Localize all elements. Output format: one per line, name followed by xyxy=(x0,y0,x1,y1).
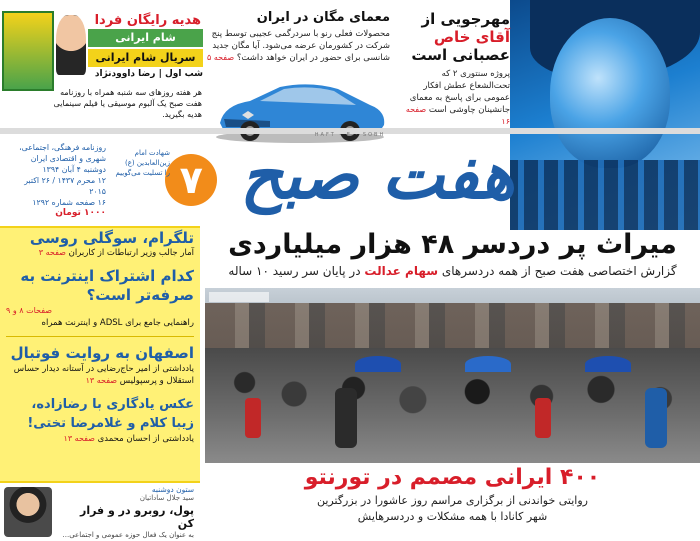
logo-number-badge: ۷ xyxy=(165,154,217,206)
story-telegram[interactable] xyxy=(0,226,200,263)
cd-cover-image xyxy=(2,11,54,91)
story-football[interactable] xyxy=(0,340,200,391)
info-line1: روزنامه فرهنگی، اجتماعی، xyxy=(19,143,106,152)
story-internet[interactable] xyxy=(0,263,200,333)
story-internet-title2: صرفه‌تر است؟ xyxy=(86,286,194,304)
price-label: ۱۰۰۰ تومان xyxy=(55,208,106,218)
logo-text: هفت صبح xyxy=(240,137,515,214)
story-telegram-title: تلگرام، سوگلی روسی xyxy=(29,229,194,247)
hero-teaser[interactable] xyxy=(400,10,510,130)
story-photo-ref: صفحه ۱۳ xyxy=(63,434,95,443)
condolence-line2: زین‌العابدین (ع) xyxy=(124,159,170,167)
hero-body-text: پروژه سنتوری ۲ که تحت‌الشعاع عطش افکار عمومی برای پاسخ به معمای جانشینان چاوشی است xyxy=(409,69,510,115)
story-internet-body: راهنمایی جامع برای ADSL و اینترنت همراه xyxy=(41,318,194,328)
main-story[interactable] xyxy=(205,228,700,280)
story-photo-text: یادداشتی از احسان محمدی xyxy=(97,434,194,444)
story-photo-title1: عکس یادگاری با رضازاده، xyxy=(31,397,194,412)
story-photo-body xyxy=(6,433,194,445)
info-line5: ۱۶ صفحه شماره ۱۲۹۲ xyxy=(32,198,106,207)
masthead-info xyxy=(6,142,106,219)
main-sub-after: در پایان سر رسید ۱۰ ساله xyxy=(228,264,361,278)
umbrella-shape xyxy=(585,356,631,372)
story-telegram-text: آمار جالب وزیر ارتباطات از کاربران xyxy=(68,248,194,258)
toronto-body-line2: شهر کانادا با همه مشکلات و دردسرهایش xyxy=(357,510,548,523)
column-excerpt: به عنوان یک فعال حوزه عمومی و اجتماعی... xyxy=(62,531,194,539)
info-line4: ۱۲ محرم ۱۴۳۷ / ۲۶ اکتبر ۲۰۱۵ xyxy=(24,176,106,196)
story-telegram-ref: صفحه ۳ xyxy=(38,248,66,257)
person-shape xyxy=(535,398,551,438)
car-story-title: معمای مگان در ایران xyxy=(256,10,390,25)
monday-column[interactable] xyxy=(0,481,200,541)
photo-credit-tag xyxy=(209,292,269,302)
masthead-strip-text: HAFT - E - SOBH xyxy=(314,132,386,138)
gift-credits: شب اول | رضا داوودنژاد xyxy=(94,69,203,79)
toronto-headline: ۴۰۰ ایرانی مصمم در تورنتو xyxy=(304,465,601,490)
story-internet-ref: صفحات ۸ و ۹ xyxy=(6,306,53,315)
column-top-rule xyxy=(0,226,200,228)
story-photo[interactable] xyxy=(0,391,200,449)
info-line3: دوشنبه ۴ آبان ۱۳۹۴ xyxy=(42,165,106,174)
gift-yellow-banner: سریال شام ایرانی xyxy=(88,49,203,67)
umbrella-shape xyxy=(465,356,511,372)
main-headline: میراث پر دردسر ۴۸ هزار میلیاردی xyxy=(228,229,677,260)
gift-heading: هدیه رایگان فردا xyxy=(94,13,201,28)
toronto-story[interactable] xyxy=(205,463,700,541)
gift-description: هر هفته روزهای سه شنبه همراه با روزنامه هفت صبح یک آلبوم موسیقی یا فیلم سینمایی هدیه بگیرید. xyxy=(53,88,202,119)
car-story-text: محصولات فعلی رنو با سردرگمی عجیبی توسط پنج شرکت در کشورمان عرضه می‌شود. آیا مگان جدید شانسی برای حضور در ایران خواهد داشت؟ xyxy=(211,29,390,63)
hero-title-line1: مهرجویی از xyxy=(421,10,510,28)
masthead xyxy=(0,136,700,226)
newspaper-logo[interactable] xyxy=(160,134,520,218)
hero-body xyxy=(400,68,510,128)
columnist-avatar xyxy=(4,487,52,537)
main-subheadline xyxy=(205,262,700,280)
column-title: پول، روبرو در و فرار کن xyxy=(79,504,194,530)
masthead-condolence xyxy=(110,148,170,178)
main-sub-highlight: سهام عدالت xyxy=(364,264,439,278)
car-story-body xyxy=(205,28,390,64)
info-line2: شهری و اقتصادی ایران xyxy=(30,154,106,163)
person-shape xyxy=(245,398,261,438)
gift-green-banner: شام ایرانی xyxy=(88,29,203,47)
toronto-body-line1: روایتی خواندنی از برگزاری مراسم روز عاشورا در بزرگترین xyxy=(317,494,588,507)
hero-page-ref: صفحه ۱۶ xyxy=(405,105,510,126)
actor-image xyxy=(56,15,86,75)
story-photo-title2: زیبا کلام و غلامرضا تختی! xyxy=(27,416,194,431)
left-news-column xyxy=(0,226,200,541)
hero-title-line3: عصبانی است xyxy=(411,46,510,64)
divider xyxy=(6,336,194,337)
umbrella-shape xyxy=(355,356,401,372)
condolence-line3: را تسلیت می‌گوییم xyxy=(115,169,170,177)
person-shape xyxy=(335,388,357,448)
column-author: سید جلال ساداتیان xyxy=(139,494,194,502)
story-football-text: یادداشتی از امیر حاج‌رضایی در آستانه دیدار حساس استقلال و پرسپولیس xyxy=(13,364,194,386)
person-shape xyxy=(645,388,667,448)
story-football-body xyxy=(6,363,194,387)
condolence-line1: شهادت امام xyxy=(134,149,170,157)
gift-promo[interactable] xyxy=(0,5,205,127)
main-sub-before: گزارش اختصاصی هفت صبح از همه دردسرهای xyxy=(441,264,677,278)
column-kicker: ستون دوشنبه xyxy=(151,485,194,494)
story-football-title: اصفهان به روایت فوتبال xyxy=(10,344,194,362)
story-football-ref: صفحه ۱۳ xyxy=(85,376,118,385)
hero-title-line2: آقای خاص xyxy=(433,28,510,46)
story-internet-title1: کدام اشتراک اینترنت به xyxy=(20,267,194,285)
ashura-photo[interactable] xyxy=(205,288,700,463)
story-telegram-body xyxy=(6,247,194,259)
car-story-ref: صفحه ۵ xyxy=(207,53,235,62)
